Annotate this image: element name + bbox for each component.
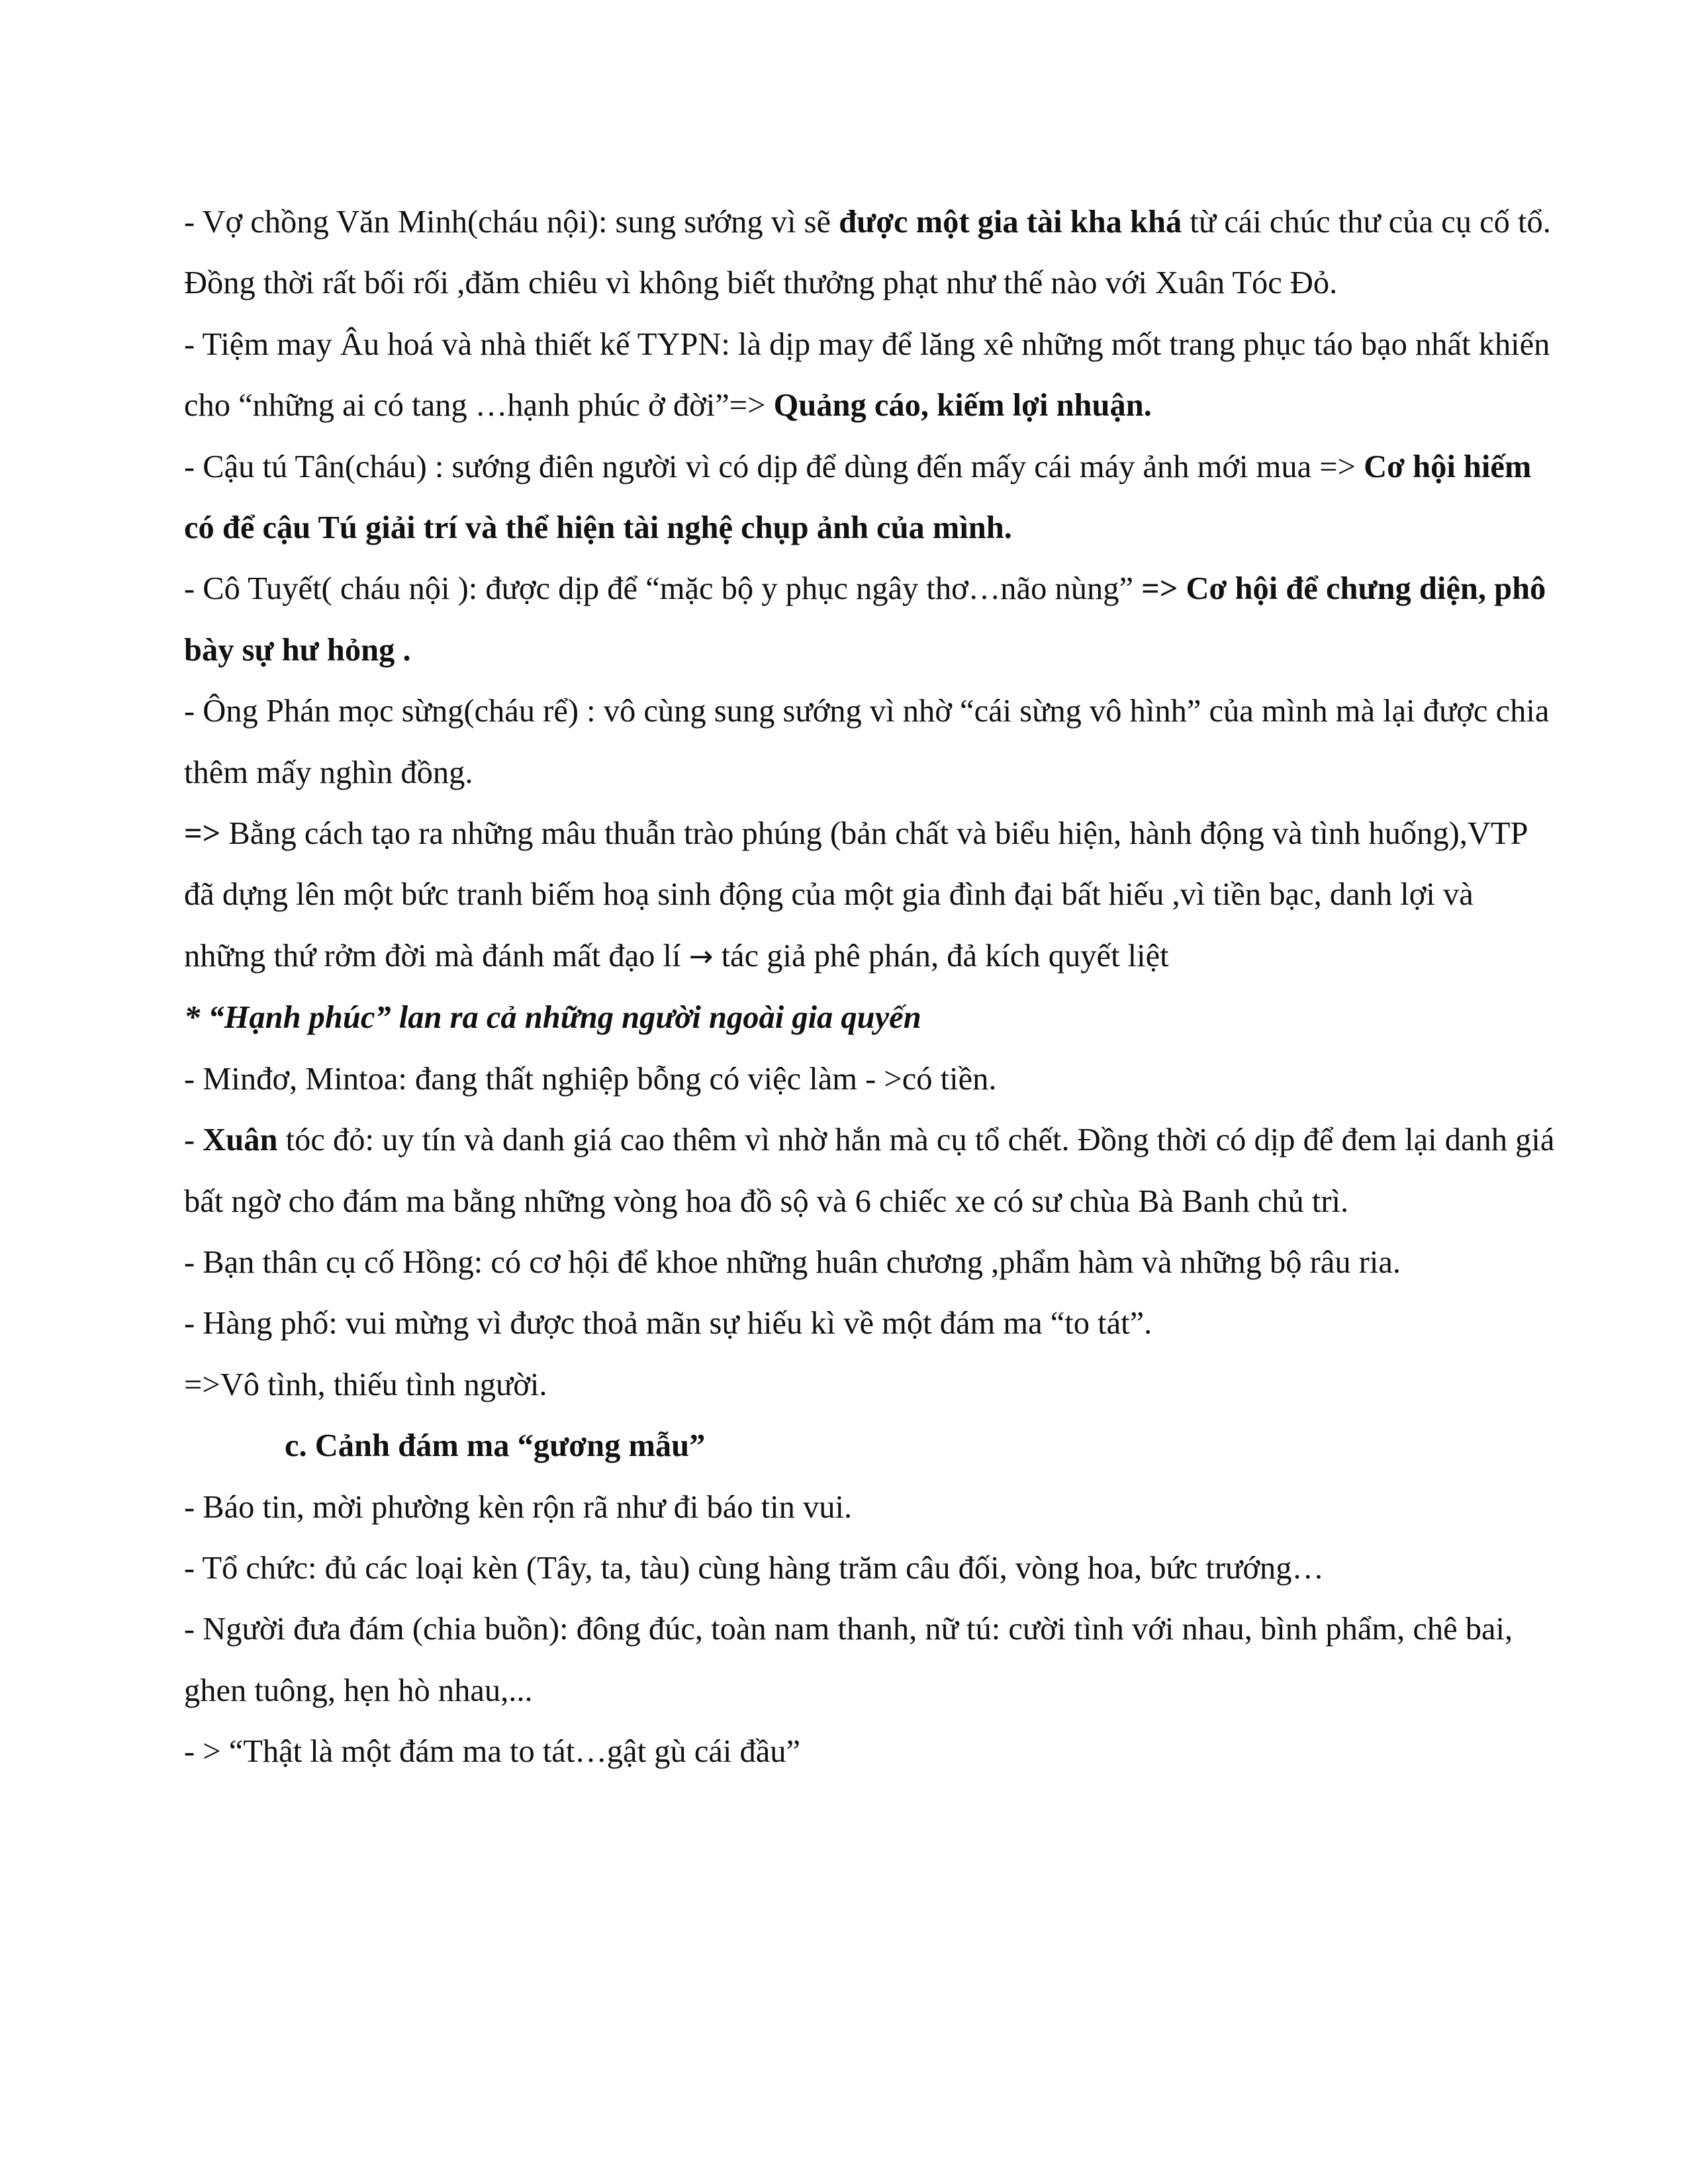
paragraph-conclusion-outsiders [184, 1355, 1556, 1416]
text-run: từ cái chúc thư của cụ cố tổ. Đồng thời rất bối rối ,đăm chiêu vì không biết thưởng phạt như thế nào với Xuân Tóc Đỏ. [184, 205, 1551, 301]
paragraph-minde-mintoa [184, 1049, 1556, 1110]
text-run: - Tiệm may Âu hoá và nhà thiết kế TYPN: là dịp may để lăng xê những mốt trang phục táo bạo nhất khiến cho “những ai có tang …hạnh phúc ở đời”=> [184, 326, 1550, 424]
text-run: Bằng cách tạo ra những mâu thuẫn trào phúng (bản chất và biểu hiện, hành động và tình huống),VTP đã dựng lên một bức tranh biếm hoạ sinh động của một gia đình đại bất hiếu ,vì tiền bạc, danh lợi và những thứ rởm đời mà đánh mất đạo lí [184, 816, 1527, 974]
bold-run: được một gia tài kha khá [839, 205, 1182, 240]
paragraph-bao-tin [184, 1477, 1556, 1538]
paragraph-ban-than [184, 1232, 1556, 1293]
text-run: - Tổ chức: đủ các loại kèn (Tây, ta, tàu) cùng hàng trăm câu đối, vòng hoa, bức trướng… [184, 1550, 1324, 1586]
text-run: - Cậu tú Tân(cháu) : sướng điên người vì có dịp để dùng đến mấy cái máy ảnh mới mua => [184, 449, 1364, 484]
text-run: - Vợ chồng Văn Minh(cháu nội): sung sướng vì sẽ [184, 205, 839, 240]
text-run: tóc đỏ: uy tín và danh giá cao thêm vì nhờ hắn mà cụ tổ chết. Đồng thời có dịp để đem lại danh giá bất ngờ cho đám ma bằng những vòng hoa đồ sộ và 6 chiếc xe có sư chùa Bà Banh chủ trì. [184, 1122, 1555, 1219]
paragraph-quote [184, 1721, 1556, 1782]
paragraph-conclusion-family [184, 803, 1556, 987]
paragraph-hang-pho [184, 1293, 1556, 1354]
paragraph-nguoi-dua-dam [184, 1599, 1556, 1721]
bold-run: => Cơ hội để chưng diện, phô bày sự hư hỏng . [184, 571, 1546, 668]
text-run: =>Vô tình, thiếu tình người. [184, 1367, 547, 1402]
paragraph-ong-phan [184, 681, 1556, 803]
paragraph-to-chuc [184, 1538, 1556, 1599]
text-run: - > “Thật là một đám ma to tát…gật gù cái đầu” [184, 1734, 801, 1770]
text-run: - Bạn thân cụ cố Hồng: có cơ hội để khoe những huân chương ,phẩm hàm và những bộ râu ria. [184, 1244, 1401, 1280]
paragraph-van-minh [184, 192, 1556, 314]
text-run: - Cô Tuyết( cháu nội ): được dịp để “mặc bộ y phục ngây thơ…não nùng” [184, 571, 1142, 607]
bold-run: Cơ hội hiếm có để cậu Tú giải trí và thể hiện tài nghệ chụp ảnh của mình. [184, 449, 1532, 546]
text-run: - Báo tin, mời phường kèn rộn rã như đi báo tin vui. [184, 1489, 853, 1525]
paragraph-co-tuyet [184, 559, 1556, 681]
section-heading-funeral: c. Cảnh đám ma “gương mẫu” [285, 1428, 706, 1464]
text-run: - Hàng phố: vui mừng vì được thoả mãn sự hiếu kì về một đám ma “to tát”. [184, 1306, 1152, 1342]
bold-run: => [184, 816, 221, 852]
arrow-right-icon: → [688, 939, 714, 974]
text-run: - Người đưa đám (chia buồn): đông đúc, toàn nam thanh, nữ tú: cười tình với nhau, bình phẩm, chê bai, ghen tuông, hẹn hò nhau,... [184, 1612, 1513, 1708]
text-run: - Minđơ, Mintoa: đang thất nghiệp bỗng có việc làm - >có tiền. [184, 1061, 997, 1097]
bold-run: Xuân [203, 1122, 278, 1158]
text-run: - [184, 1122, 203, 1158]
paragraph-cau-tu-tan [184, 437, 1556, 559]
section-heading-outsiders: * “Hạnh phúc” lan ra cả những người ngoài gia quyến [184, 1000, 921, 1036]
text-run: - Ông Phán mọc sừng(cháu rể) : vô cùng sung sướng vì nhờ “cái sừng vô hình” của mình mà lại được chia thêm mấy nghìn đồng. [184, 694, 1550, 790]
bold-run: Quảng cáo, kiếm lợi nhuận. [773, 388, 1152, 424]
text-run: tác giả phê phán, đả kích quyết liệt [713, 938, 1169, 974]
paragraph-tiem-may [184, 314, 1556, 437]
paragraph-xuan-toc-do [184, 1110, 1556, 1232]
document-body [184, 192, 1556, 1783]
